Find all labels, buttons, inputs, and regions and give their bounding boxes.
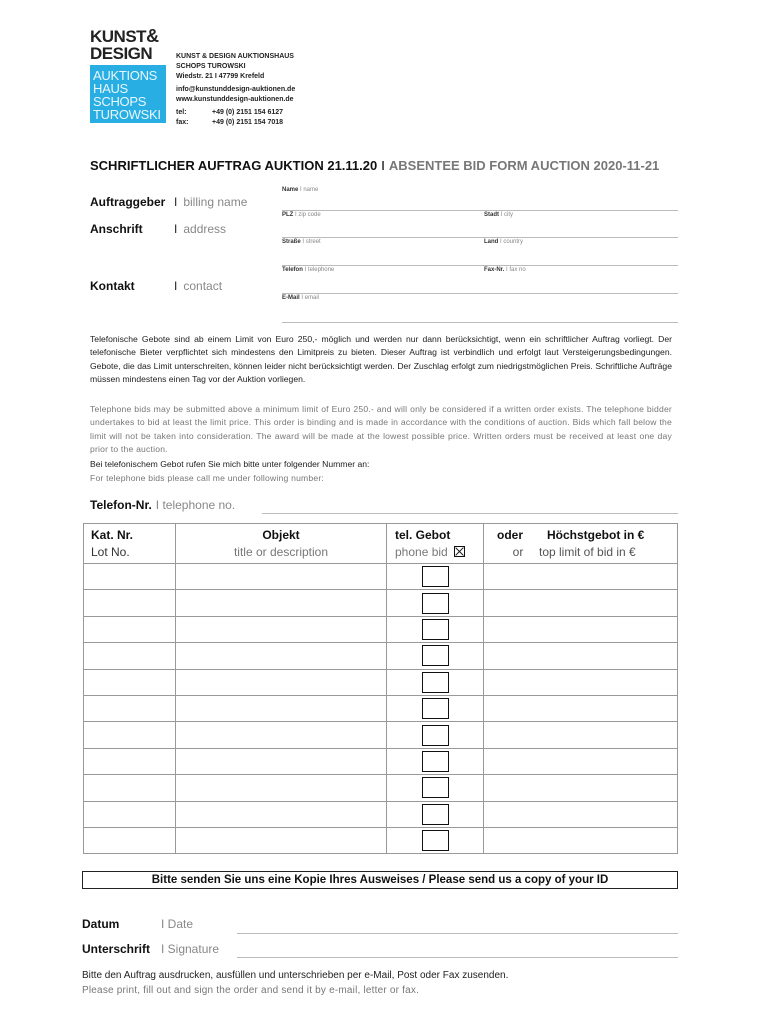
- phone-bid-cell[interactable]: [387, 669, 484, 695]
- phone-bid-cell[interactable]: [387, 748, 484, 774]
- company-address: KUNST & DESIGN AUKTIONSHAUS SCHOPS TUROWSKI Wiedstr. 21 I 47799 Krefeld info@kunstunddesign-auktionen.de www.kunstunddesign-auktionen.de tel: +49 (0) 2151 154 6127 fax: +49 (0) 2151 154 7018: [176, 53, 296, 126]
- phone-instruction-en: For telephone bids please call me under following number:: [90, 473, 325, 483]
- country-field[interactable]: Land I country: [484, 239, 524, 245]
- billing-label: Auftraggeber I billing name: [90, 195, 248, 209]
- bid-row: [84, 643, 678, 669]
- phone-bid-checkbox[interactable]: [422, 725, 449, 746]
- lot-number-cell[interactable]: [84, 748, 176, 774]
- terms-en: Telephone bids may be submitted above a minimum limit of Euro 250.- and will only be considered if a written order exists. The telephone bidder undertakes to bid at least the limit price. This order is binding and is made in accordance with the conditions of auction. Bids which fall below the limit will not be taken into consideration. The award will be made at the lowest possible price. Written orders must be received at least one day prior to the auction.: [90, 404, 672, 455]
- company-tel: +49 (0) 2151 154 6127: [212, 109, 284, 116]
- top-limit-cell[interactable]: [484, 616, 678, 642]
- telephone-number-field[interactable]: [262, 513, 678, 514]
- lot-number-cell[interactable]: [84, 590, 176, 616]
- object-cell[interactable]: [176, 695, 387, 721]
- lot-number-cell[interactable]: [84, 669, 176, 695]
- signature-label: Unterschrift I Signature: [82, 942, 220, 956]
- top-limit-cell[interactable]: [484, 695, 678, 721]
- name-field[interactable]: Name I name: [282, 187, 319, 193]
- col-phone-bid: tel. Gebot phone bid: [387, 524, 484, 564]
- id-copy-notice: Bitte senden Sie uns eine Kopie Ihres Ausweises / Please send us a copy of your ID: [82, 871, 678, 889]
- object-cell[interactable]: [176, 590, 387, 616]
- form-title: SCHRIFTLICHER AUFTRAG AUKTION 21.11.20 I ABSENTEE BID FORM AUCTION 2020-11-21: [90, 158, 660, 173]
- signature-field[interactable]: [237, 957, 678, 958]
- contact-label: Kontakt I contact: [90, 279, 223, 293]
- phone-bid-cell[interactable]: [387, 695, 484, 721]
- object-cell[interactable]: [176, 564, 387, 590]
- phone-bid-cell[interactable]: [387, 801, 484, 827]
- phone-bid-cell[interactable]: [387, 616, 484, 642]
- top-limit-cell[interactable]: [484, 669, 678, 695]
- col-top-limit: oder Höchstgebot in € or top limit of bid in €: [484, 524, 678, 564]
- lot-number-cell[interactable]: [84, 827, 176, 853]
- lot-number-cell[interactable]: [84, 643, 176, 669]
- lot-number-cell[interactable]: [84, 801, 176, 827]
- bid-row: [84, 722, 678, 748]
- object-cell[interactable]: [176, 669, 387, 695]
- phone-bid-checkbox[interactable]: [422, 619, 449, 640]
- telephone-number-label: Telefon-Nr. I telephone no.: [90, 498, 236, 512]
- email-field[interactable]: E-Mail I email: [282, 295, 320, 301]
- phone-bid-cell[interactable]: [387, 775, 484, 801]
- phone-bid-checkbox[interactable]: [422, 777, 449, 798]
- top-limit-cell[interactable]: [484, 748, 678, 774]
- top-limit-cell[interactable]: [484, 643, 678, 669]
- phone-bid-cell[interactable]: [387, 564, 484, 590]
- phone-bid-cell[interactable]: [387, 722, 484, 748]
- terms-de: Telefonische Gebote sind ab einem Limit von Euro 250,- möglich und werden nur dann berücksichtigt, wenn ein schriftlicher Auftrag vorliegt. Der telefonische Bieter verpflichtet sich mindestens den Limitpreis zu bieten. Dieser Auftrag ist verbindlich und erfolgt laut Versteigerungsbedingungen. Gebote, die das Limit unterschreiten, können leider nicht berücksichtigt werden. Der Zuschlag erfolgt zum niedrigstmöglichen Preis. Schriftliche Aufträge müssen mindestens einen Tag vor der Auktion vorliegen.: [90, 334, 672, 385]
- company-website[interactable]: www.kunstunddesign-auktionen.de: [176, 96, 294, 103]
- date-label: Datum I Date: [82, 917, 194, 931]
- bid-row: [84, 616, 678, 642]
- bid-row: [84, 748, 678, 774]
- bid-row: [84, 564, 678, 590]
- bids-table: [83, 523, 678, 854]
- phone-bid-cell[interactable]: [387, 590, 484, 616]
- phone-bid-cell[interactable]: [387, 827, 484, 853]
- object-cell[interactable]: [176, 616, 387, 642]
- top-limit-cell[interactable]: [484, 827, 678, 853]
- top-limit-cell[interactable]: [484, 801, 678, 827]
- footer-instruction-de: Bitte den Auftrag ausdrucken, ausfüllen und unterschrieben per e-Mail, Post oder Fax zusenden.: [82, 970, 509, 981]
- phone-bid-checkbox[interactable]: [422, 566, 449, 587]
- lot-number-cell[interactable]: [84, 775, 176, 801]
- phone-bid-checkbox[interactable]: [422, 645, 449, 666]
- phone-bid-cell[interactable]: [387, 643, 484, 669]
- phone-instruction-de: Bei telefonischem Gebot rufen Sie mich bitte unter folgender Nummer an:: [90, 459, 370, 469]
- phone-field[interactable]: Telefon I telephone: [282, 267, 335, 273]
- bid-row: [84, 775, 678, 801]
- phone-bid-checkbox[interactable]: [422, 751, 449, 772]
- city-field[interactable]: Stadt I city: [484, 212, 514, 218]
- top-limit-cell[interactable]: [484, 775, 678, 801]
- object-cell[interactable]: [176, 748, 387, 774]
- top-limit-cell[interactable]: [484, 590, 678, 616]
- bid-row: [84, 801, 678, 827]
- address-label: Anschrift I address: [90, 222, 227, 236]
- logo-box: AUKTIONS HAUS SCHOPS TUROWSKI: [90, 65, 166, 123]
- bid-row: [84, 827, 678, 853]
- object-cell[interactable]: [176, 775, 387, 801]
- checkbox-x-icon: [454, 546, 465, 557]
- lot-number-cell[interactable]: [84, 695, 176, 721]
- date-field[interactable]: [237, 933, 678, 934]
- col-object: Objekt title or description: [176, 524, 387, 564]
- lot-number-cell[interactable]: [84, 564, 176, 590]
- logo-wordmark: KUNST& DESIGN: [90, 26, 159, 63]
- phone-bid-checkbox[interactable]: [422, 698, 449, 719]
- bid-row: [84, 590, 678, 616]
- company-fax: +49 (0) 2151 154 7018: [212, 119, 284, 126]
- top-limit-cell[interactable]: [484, 722, 678, 748]
- object-cell[interactable]: [176, 801, 387, 827]
- fax-field[interactable]: Fax-Nr. I fax no: [484, 267, 526, 273]
- object-cell[interactable]: [176, 722, 387, 748]
- bid-row: [84, 669, 678, 695]
- company-logo: [90, 28, 168, 123]
- footer-instruction-en: Please print, fill out and sign the order and send it by e-mail, letter or fax.: [82, 985, 420, 996]
- object-cell[interactable]: [176, 827, 387, 853]
- object-cell[interactable]: [176, 643, 387, 669]
- phone-bid-checkbox[interactable]: [422, 804, 449, 825]
- phone-bid-checkbox[interactable]: [422, 672, 449, 693]
- phone-bid-checkbox[interactable]: [422, 593, 449, 614]
- lot-number-cell[interactable]: [84, 616, 176, 642]
- col-lot-number: Kat. Nr. Lot No.: [84, 524, 176, 564]
- bid-row: [84, 695, 678, 721]
- lot-number-cell[interactable]: [84, 722, 176, 748]
- street-field[interactable]: Straße I street: [282, 239, 321, 245]
- top-limit-cell[interactable]: [484, 564, 678, 590]
- zip-field[interactable]: PLZ I zip code: [282, 212, 321, 218]
- company-email[interactable]: info@kunstunddesign-auktionen.de: [176, 86, 296, 93]
- phone-bid-checkbox[interactable]: [422, 830, 449, 851]
